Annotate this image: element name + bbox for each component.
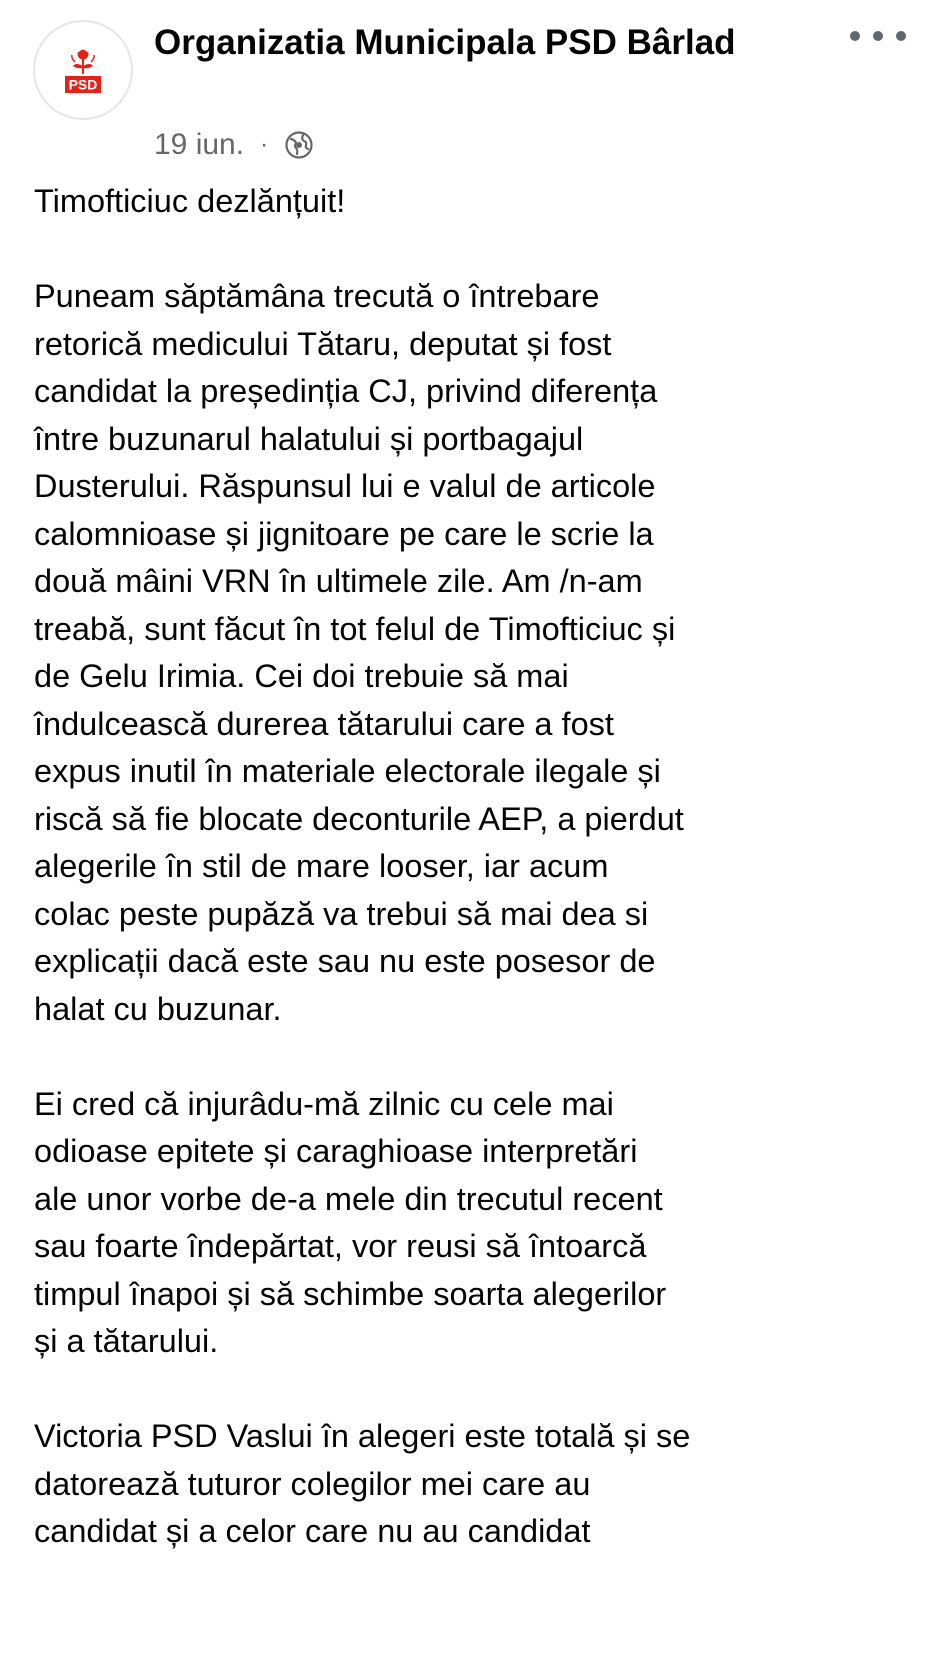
psd-label: PSD xyxy=(68,76,98,93)
post-line: odioase epitete și caraghioase interpretări xyxy=(34,1133,638,1169)
page-avatar[interactable] xyxy=(33,20,133,120)
post-line: alegerile în stil de mare looser, iar acum xyxy=(34,848,609,884)
post-line: ale unor vorbe de-a mele din trecutul recent xyxy=(34,1180,663,1217)
post-line: candidat și a celor care nu au candidat xyxy=(34,1513,591,1549)
post-line: candidat la președinția CJ, privind diferența xyxy=(34,373,658,409)
post-line: Puneam săptămâna trecută o întrebare xyxy=(34,278,600,314)
rose-icon xyxy=(72,49,94,75)
post-line: de Gelu Irimia. Cei doi trebuie să mai xyxy=(34,658,569,694)
post-line: explicații dacă este sau nu este posesor de xyxy=(34,943,656,979)
more-options-icon[interactable] xyxy=(850,22,906,50)
post-line: sau foarte îndepărtat, vor reusi să întoarcă xyxy=(34,1228,647,1264)
post-line: și a tătarului. xyxy=(34,1323,219,1359)
post-paragraph xyxy=(34,1413,914,1556)
post-line: halat cu buzunar. xyxy=(34,990,282,1027)
post-line: Victoria PSD Vaslui în alegeri este totală și se xyxy=(34,1418,691,1454)
post-line: două mâini VRN în ultimele zile. Am /n-am xyxy=(34,563,643,599)
post-paragraph xyxy=(34,273,914,1033)
post-text xyxy=(34,178,914,1556)
post-line: expus inutil în materiale electorale ilegale și xyxy=(34,753,661,789)
post-date[interactable]: 19 iun. xyxy=(154,128,245,161)
post-line: riscă să fie blocate deconturile AEP, a pierdut xyxy=(34,800,684,837)
post-line: Timofticiuc dezlănțuit! xyxy=(34,183,346,219)
post-line: timpul înapoi și să schimbe soarta alegerilor xyxy=(34,1275,667,1312)
psd-logo xyxy=(35,22,131,118)
post-meta xyxy=(154,125,314,165)
post-paragraph xyxy=(34,1081,914,1366)
post-line: îndulcească durerea tătarului care a fost xyxy=(34,705,614,742)
more-dot xyxy=(873,31,883,41)
post-line: Ei cred că injurâdu-mă zilnic cu cele mai xyxy=(34,1085,614,1122)
post-line: colac peste pupăză va trebui să mai dea si xyxy=(34,895,649,932)
globe-icon[interactable] xyxy=(284,130,314,160)
more-dot xyxy=(850,31,860,41)
post-line: retorică medicului Tătaru, deputat și fost xyxy=(34,325,612,362)
post-line: calomnioase și jignitoare pe care le scrie la xyxy=(34,515,654,552)
post-line: Dusterului. Răspunsul lui e valul de articole xyxy=(34,468,656,504)
post-paragraph xyxy=(34,178,914,226)
post-line: treabă, sunt făcut în tot felul de Timofticiuc și xyxy=(34,610,676,647)
post-line: între buzunarul halatului și portbagajul xyxy=(34,420,584,457)
post-header xyxy=(0,0,936,170)
meta-separator: · xyxy=(260,131,269,158)
page-name[interactable]: Organizatia Municipala PSD Bârlad xyxy=(154,23,736,62)
post-line: datorează tuturor colegilor mei care au xyxy=(34,1465,591,1502)
more-dot xyxy=(896,31,906,41)
